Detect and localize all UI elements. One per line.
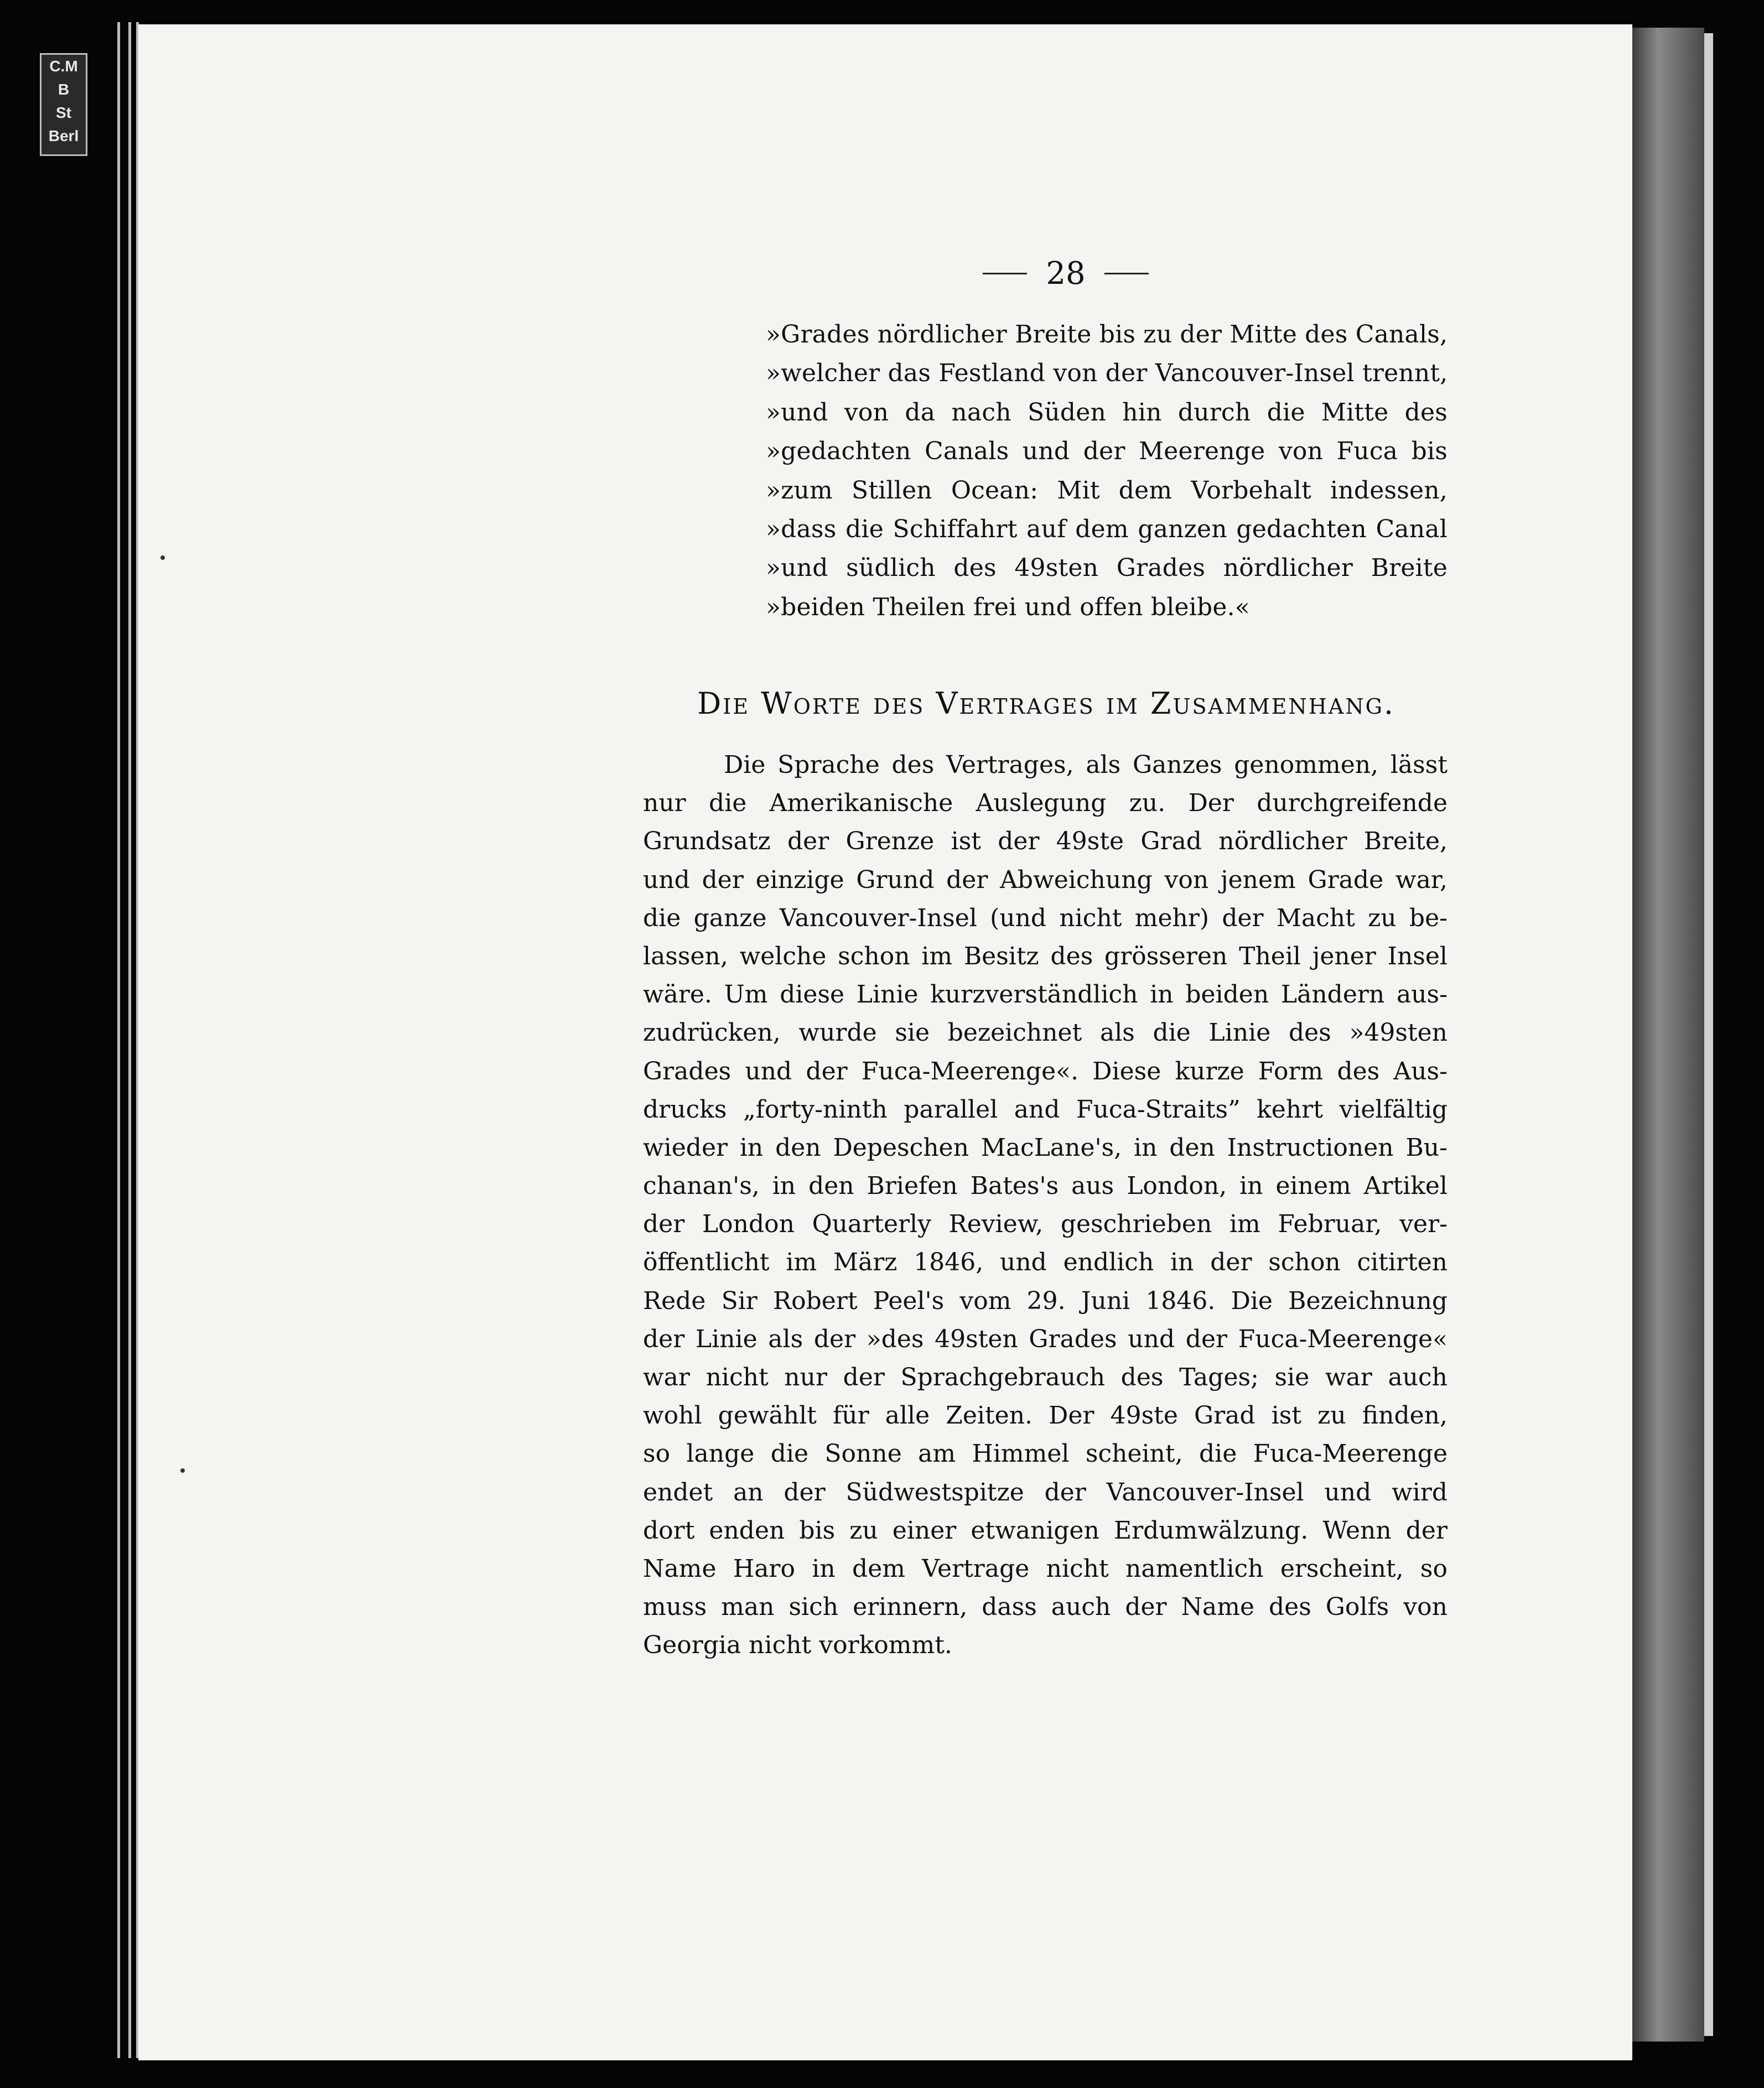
body-line: der Linie als der »des 49sten Grades und der Fuca-Meerenge« bbox=[643, 1325, 1447, 1353]
binding-edge-line bbox=[117, 22, 120, 2058]
body-line: Grundsatz der Grenze ist der 49ste Grad nördlicher Breite, bbox=[643, 827, 1447, 856]
body-line: wieder in den Depeschen MacLane's, in den Instructionen Bu- bbox=[643, 1133, 1447, 1162]
treaty-quote bbox=[766, 315, 1447, 627]
page-edge bbox=[1704, 33, 1713, 2036]
body-line: so lange die Sonne am Himmel scheint, die Fuca-Meerenge bbox=[643, 1440, 1447, 1468]
quote-line: »welcher das Festland von der Vancouver-Insel trennt, bbox=[766, 359, 1448, 388]
section-heading: Die Worte des Vertrages im Zusammenhang. bbox=[697, 686, 1395, 721]
body-line: die ganze Vancouver-Insel (und nicht mehr) der Macht zu be- bbox=[643, 903, 1447, 932]
body-line: und der einzige Grund der Abweichung von jenem Grade war, bbox=[643, 865, 1447, 894]
body-line: Grades und der Fuca-Meerenge«. Diese kurze Form des Aus- bbox=[643, 1057, 1447, 1085]
quote-line: »gedachten Canals und der Meerenge von Fuca bis bbox=[766, 437, 1447, 466]
body-line: wohl gewählt für alle Zeiten. Der 49ste Grad ist zu finden, bbox=[643, 1401, 1447, 1430]
dust-speck bbox=[160, 555, 165, 560]
library-stamp bbox=[40, 53, 87, 156]
page-number-dash bbox=[983, 273, 1027, 274]
body-line: chanan's, in den Briefen Bates's aus London, in einem Artikel bbox=[643, 1172, 1447, 1201]
quote-line: »beiden Theilen frei und offen bleibe.« bbox=[766, 593, 1250, 621]
body-line: war nicht nur der Sprachgebrauch des Tages; sie war auch bbox=[643, 1363, 1447, 1391]
body-line: Die Sprache des Vertrages, als Ganzes genommen, lässt bbox=[724, 751, 1447, 779]
quote-line: »und südlich des 49sten Grades nördlicher Breite bbox=[766, 554, 1447, 583]
body-line: muss man sich erinnern, dass auch der Name des Golfs von bbox=[643, 1593, 1447, 1622]
body-paragraph bbox=[643, 746, 1447, 1665]
quote-line: »Grades nördlicher Breite bis zu der Mitte des Canals, bbox=[766, 320, 1448, 349]
body-line: dort enden bis zu einer etwanigen Erdumwälzung. Wenn der bbox=[643, 1516, 1447, 1545]
stamp-line: C.M bbox=[49, 58, 78, 75]
body-line: Rede Sir Robert Peel's vom 29. Juni 1846. Die Bezeichnung bbox=[643, 1286, 1447, 1315]
page-number bbox=[955, 256, 1176, 292]
body-line: endet an der Südwestspitze der Vancouver-Insel und wird bbox=[643, 1478, 1447, 1507]
page-number-text: 28 bbox=[1046, 256, 1086, 292]
body-line: öffentlicht im März 1846, und endlich in der schon citirten bbox=[643, 1248, 1447, 1277]
quote-line: »und von da nach Süden hin durch die Mitte des bbox=[766, 398, 1447, 427]
binding-edge-line bbox=[128, 22, 131, 2058]
quote-line: »zum Stillen Ocean: Mit dem Vorbehalt indessen, bbox=[766, 476, 1447, 505]
page-shadow bbox=[1627, 28, 1704, 2042]
stamp-line: Berl bbox=[48, 127, 79, 144]
dust-speck bbox=[180, 1468, 185, 1473]
body-line: drucks „forty-ninth parallel and Fuca-Straits” kehrt vielfältig bbox=[643, 1095, 1447, 1124]
body-line: zudrücken, wurde sie bezeichnet als die Linie des »49sten bbox=[643, 1019, 1447, 1047]
body-line: Georgia nicht vorkommt. bbox=[643, 1631, 952, 1660]
page-number-dash bbox=[1104, 273, 1149, 274]
stamp-line: B bbox=[58, 81, 70, 98]
stamp-line: St bbox=[56, 104, 71, 121]
body-line: Name Haro in dem Vertrage nicht namentlich erscheint, so bbox=[643, 1554, 1447, 1583]
body-line: nur die Amerikanische Auslegung zu. Der durchgreifende bbox=[643, 789, 1447, 818]
quote-line: »dass die Schiffahrt auf dem ganzen gedachten Canal bbox=[766, 515, 1447, 543]
body-line: wäre. Um diese Linie kurzverständlich in beiden Ländern aus- bbox=[643, 980, 1447, 1009]
body-line: der London Quarterly Review, geschrieben im Februar, ver- bbox=[643, 1210, 1447, 1239]
body-line: lassen, welche schon im Besitz des grösseren Theil jener Insel bbox=[643, 942, 1447, 970]
